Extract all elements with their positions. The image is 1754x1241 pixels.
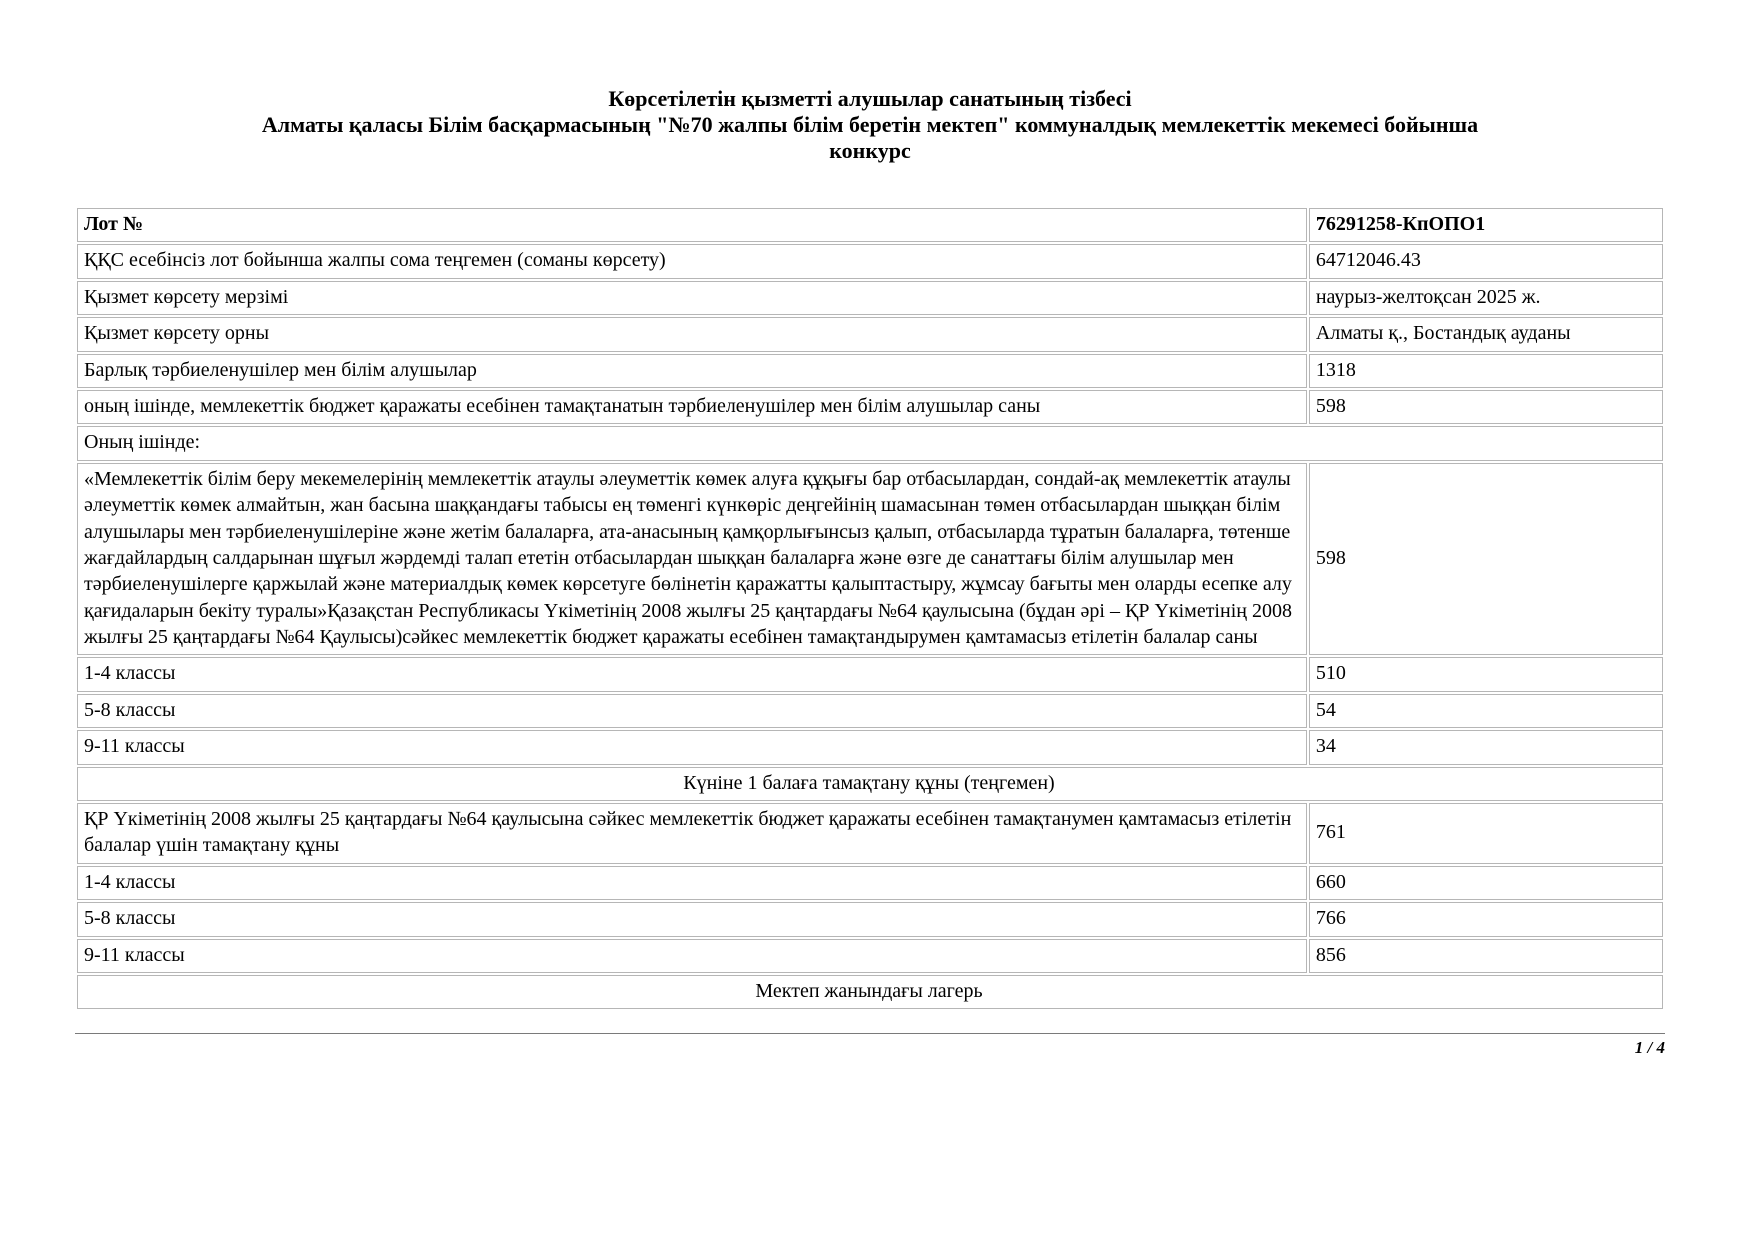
section-label-cell: Мектеп жанындағы лагерь [77,975,1663,1009]
section-label-cell: Күніне 1 балаға тамақтану құны (теңгемен) [77,767,1663,801]
section-label-cell: Оның ішінде: [77,426,1663,460]
table-row [77,463,1663,656]
attribute-cell: 5-8 классы [77,902,1307,936]
page-footer [75,1033,1665,1058]
value-cell: 1318 [1309,354,1663,388]
value-cell: 64712046.43 [1309,244,1663,278]
value-cell: наурыз-желтоқсан 2025 ж. [1309,281,1663,315]
attribute-cell: 1-4 классы [77,866,1307,900]
value-cell: 766 [1309,902,1663,936]
attribute-cell: 9-11 классы [77,939,1307,973]
value-cell: 598 [1309,390,1663,424]
attribute-cell: 9-11 классы [77,730,1307,764]
value-cell: 761 [1309,803,1663,864]
value-cell: 660 [1309,866,1663,900]
table-row [77,657,1663,691]
table-row [77,866,1663,900]
value-cell: 54 [1309,694,1663,728]
document-title-line-2: Алматы қаласы Білім басқармасының "№70 жалпы білім беретін мектеп" коммуналдық мемлекеттік мекемесі бойынша [261,112,1479,137]
table-row [77,975,1663,1009]
table-row [77,730,1663,764]
table-row [77,354,1663,388]
table-row [77,390,1663,424]
table-row [77,317,1663,351]
lot-info-table [75,206,1665,1011]
attribute-cell: ҚҚС есебінсіз лот бойынша жалпы сома теңгемен (соманы көрсету) [77,244,1307,278]
attribute-cell: Қызмет көрсету мерзімі [77,281,1307,315]
attribute-cell: 5-8 классы [77,694,1307,728]
attribute-cell: Қызмет көрсету орны [77,317,1307,351]
attribute-cell: «Мемлекеттік білім беру мекемелерінің мемлекеттік атаулы әлеуметтік көмек алуға құқығы бар отбасылардан, сондай-ақ мемлекеттік атаулы әлеуметтік көмек алмайтын, жан басына шаққандағы табысы ең төменгі күнкөріс деңгейінің шамасынан төмен отбасылардан шыққан білім алушылары мен тәрбиеленушілеріне және жетім балаларға, ата-анасының қамқорлығынсыз қалып, отбасыларда тұратын балаларға, төтенше жағдайлардың салдарынан шұғыл жәрдемді талап ететін отбасылардан шыққан балаларға және өзге де санаттағы білім алушылар мен тәрбиеленушілерге қаржылай және материалдық көмек көрсетуге бөлінетін қаражатты қалыптастыру, жұмсау бағыты мен оларды есепке алу қағидаларын бекіту туралы»Қазақстан Республикасы Үкіметінің 2008 жылғы 25 қаңтардағы №64 қаулысына (бұдан әрі – ҚР Үкіметінің 2008 жылғы 25 қаңтардағы №64 Қаулысы)сәйкес мемлекеттік бюджет қаражаты есебінен тамақтандырумен қамтамасыз етілетін балалар саны [77,463,1307,656]
attribute-cell: Барлық тәрбиеленушілер мен білім алушылар [77,354,1307,388]
table-row [77,767,1663,801]
value-cell: 856 [1309,939,1663,973]
page-number-indicator: 1 / 4 [1634,1038,1665,1058]
attribute-cell: оның ішінде, мемлекеттік бюджет қаражаты есебінен тамақтанатын тәрбиеленушілер мен білім алушылар саны [77,390,1307,424]
table-row [77,281,1663,315]
document-title-line-1: Көрсетілетін қызметті алушылар санатының тізбесі [608,86,1132,111]
value-cell: 510 [1309,657,1663,691]
table-row [77,902,1663,936]
table-row [77,426,1663,460]
lot-table-body [77,208,1663,1009]
value-cell: 598 [1309,463,1663,656]
attribute-cell: ҚР Үкіметінің 2008 жылғы 25 қаңтардағы №64 қаулысына сәйкес мемлекеттік бюджет қаражаты есебінен тамақтанумен қамтамасыз етілетін балалар үшін тамақтану құны [77,803,1307,864]
table-row [77,244,1663,278]
value-cell: 76291258-КпОПО1 [1309,208,1663,242]
table-row [77,208,1663,242]
table-row [77,694,1663,728]
table-row [77,939,1663,973]
value-cell: 34 [1309,730,1663,764]
attribute-cell: Лот № [77,208,1307,242]
attribute-cell: 1-4 классы [77,657,1307,691]
table-row [77,803,1663,864]
value-cell: Алматы қ., Бостандық ауданы [1309,317,1663,351]
document-title [75,86,1665,164]
document-title-line-3: конкурс [829,138,911,163]
